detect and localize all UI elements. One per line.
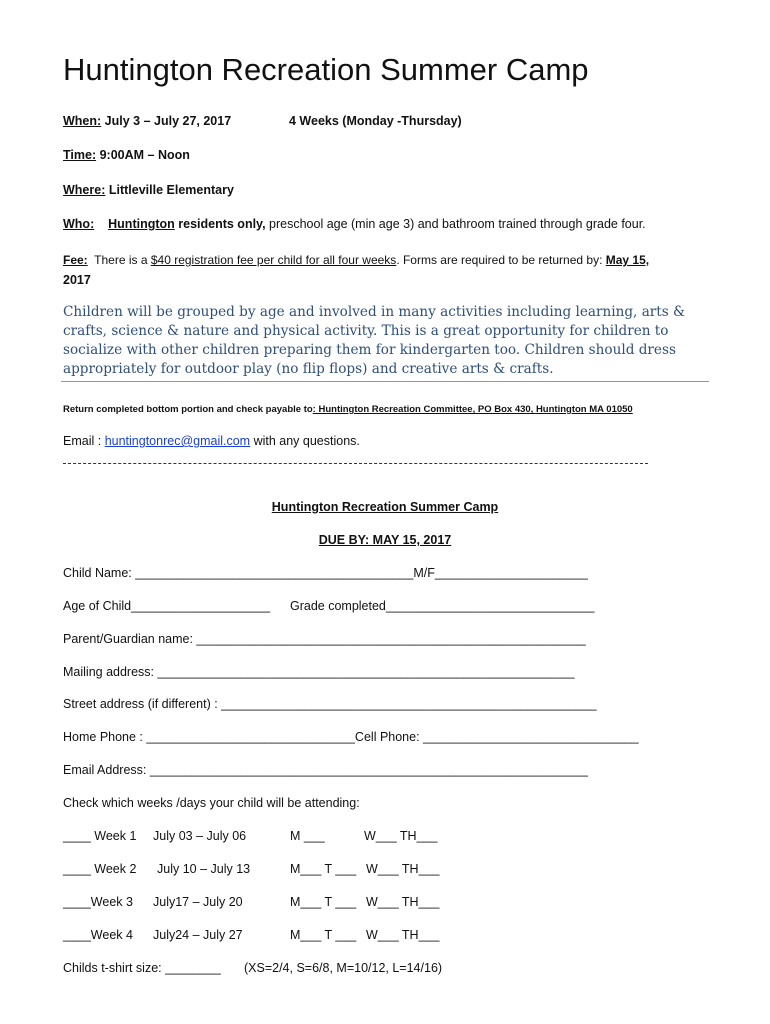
email-line	[63, 432, 360, 450]
tshirt-size-field[interactable]: Childs t-shirt size: ________	[63, 961, 221, 975]
return-text: Return completed bottom portion and check payable to	[63, 404, 313, 415]
who-rest: preschool age (min age 3) and bathroom trained through grade four.	[265, 217, 646, 231]
mailing-address-field[interactable]: Mailing address: ____________________________________________________________	[63, 665, 575, 679]
fee-amount: $40 registration fee per child for all four weeks	[150, 253, 397, 267]
week-4-days[interactable]: M___ T ___	[290, 928, 357, 942]
email-prefix: Email :	[63, 434, 105, 448]
fee-label: Fee:	[63, 253, 88, 267]
street-address-field[interactable]: Street address (if different) : ______________________________________________________	[63, 697, 597, 711]
week-2-check[interactable]: ____ Week 2	[63, 862, 137, 876]
week-2-days[interactable]: M___ T ___	[290, 862, 357, 876]
email-suffix: with any questions.	[250, 434, 360, 448]
email-link[interactable]: huntingtonrec@gmail.com	[104, 434, 251, 448]
time-line	[63, 146, 190, 164]
week-3-check[interactable]: ____Week 3	[63, 895, 133, 909]
weeks-instructions: Check which weeks /days your child will be attending:	[63, 796, 360, 810]
week-4-check[interactable]: ____Week 4	[63, 928, 133, 942]
week-3-days[interactable]: M___ T ___	[290, 895, 357, 909]
when-line	[63, 112, 231, 130]
description-paragraph: Children will be grouped by age and involved in many activities including learning, arts & crafts, science & nature and physical activity. This is a great opportunity for children to socialize with other children preparing them for kindergarten too. Children should dress appropriately for outdoor play (no flip flops) and creative arts & crafts.	[63, 304, 686, 377]
week-3-days-2[interactable]: W___ TH___	[366, 895, 440, 909]
week-1-check[interactable]: ____ Week 1	[63, 829, 137, 843]
week-2-days-2[interactable]: W___ TH___	[366, 862, 440, 876]
week-1-days-2[interactable]: W___ TH___	[364, 829, 438, 843]
child-name-field[interactable]: Child Name: ________________________________________M/F______________________	[63, 566, 588, 580]
time-value: 9:00AM – Noon	[99, 148, 190, 162]
where-label: Where:	[63, 183, 106, 197]
fee-pre: There is a	[94, 253, 151, 267]
form-due-date: DUE BY: MAY 15, 2017	[318, 533, 452, 547]
when-value: July 3 – July 27, 2017	[104, 114, 232, 128]
week-4-dates: July24 – July 27	[153, 928, 243, 942]
page-title: Huntington Recreation Summer Camp	[63, 52, 589, 87]
fee-date: May 15,	[605, 253, 650, 267]
weeks-text: 4 Weeks (Monday -Thursday)	[289, 114, 462, 128]
week-2-dates: July 10 – July 13	[157, 862, 251, 876]
form-title: Huntington Recreation Summer Camp	[271, 500, 499, 514]
week-4-days-2[interactable]: W___ TH___	[366, 928, 440, 942]
age-field[interactable]: Age of Child____________________	[63, 599, 271, 613]
where-line	[63, 181, 234, 199]
time-label: Time:	[63, 148, 97, 162]
who-line	[63, 215, 646, 233]
return-instructions	[63, 403, 633, 417]
when-label: When:	[63, 114, 102, 128]
parent-name-field[interactable]: Parent/Guardian name: ________________________________________________________	[63, 632, 586, 646]
week-3-dates: July17 – July 20	[153, 895, 243, 909]
divider-line	[61, 381, 709, 382]
who-label: Who:	[63, 217, 95, 231]
fee-line	[63, 251, 649, 269]
who-residents: residents only,	[174, 217, 266, 231]
week-1-days[interactable]: M ___	[290, 829, 325, 843]
grade-field[interactable]: Grade completed______________________________	[290, 599, 595, 613]
who-town: Huntington	[108, 217, 175, 231]
where-value: Littleville Elementary	[108, 183, 234, 197]
email-address-field[interactable]: Email Address: _______________________________________________________________	[63, 763, 588, 777]
cut-line	[63, 463, 648, 464]
tshirt-size-key: (XS=2/4, S=6/8, M=10/12, L=14/16)	[244, 961, 443, 975]
phone-fields[interactable]: Home Phone : ______________________________Cell Phone: _______________________________	[63, 730, 639, 744]
fee-mid: . Forms are required to be returned by:	[396, 253, 606, 267]
week-1-dates: July 03 – July 06	[153, 829, 247, 843]
return-address: : Huntington Recreation Committee, PO Box 430, Huntington MA 01050	[312, 404, 633, 415]
fee-date-year: 2017	[63, 273, 91, 287]
